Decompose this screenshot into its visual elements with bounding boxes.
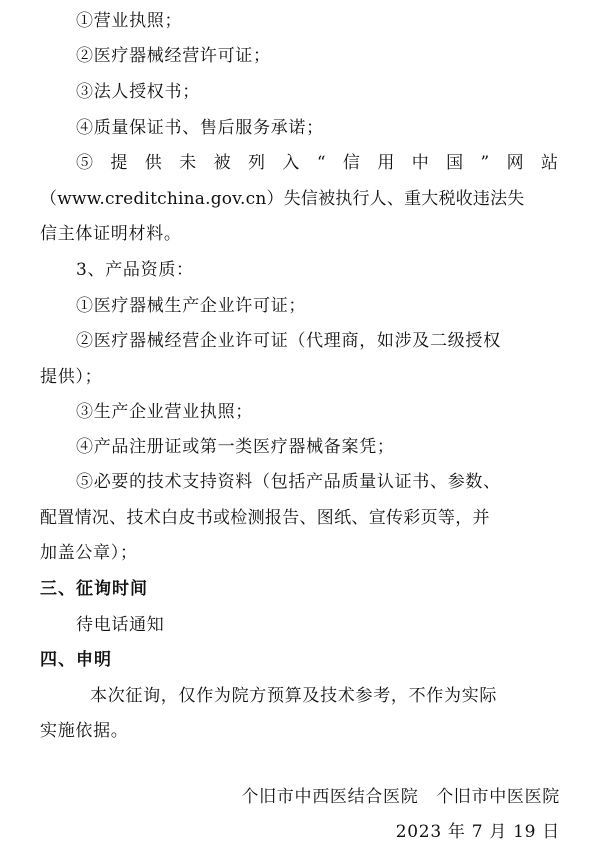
item-business-license: ①营业执照；	[76, 11, 183, 31]
subsection-product-qualification: 3、产品资质：	[76, 260, 194, 280]
section-heading-statement: 四、申明	[40, 650, 112, 670]
section-heading-inquiry-time: 三、征询时间	[40, 579, 148, 599]
item-operation-license-line1: ②医疗器械经营企业许可证（代理商，如涉及二级授权	[76, 331, 501, 351]
item-authorization-letter: ③法人授权书；	[76, 82, 200, 102]
signature-hospitals: 个旧市中西医结合医院 个旧市中医医院	[241, 787, 560, 807]
item-operation-license-line2: 提供）；	[40, 367, 103, 387]
item-technical-materials-line1: ⑤必要的技术支持资料（包括产品质量认证书、参数、	[76, 472, 501, 492]
statement-text-line1: 本次征询，仅作为院方预算及技术参考，不作为实际	[90, 686, 498, 706]
item-quality-guarantee: ④质量保证书、售后服务承诺；	[76, 118, 324, 138]
inquiry-time-text: 待电话通知	[76, 615, 165, 635]
statement-text-line2: 实施依据。	[40, 721, 129, 741]
item-technical-materials-line2: 配置情况、技术白皮书或检测报告、图纸、宣传彩页等，并	[40, 508, 490, 528]
item-registration-certificate: ④产品注册证或第一类医疗器械备案凭；	[76, 437, 395, 457]
item-production-license: ①医疗器械生产企业许可证；	[76, 296, 307, 316]
item-credit-china-line2: （www.creditchina.gov.cn）失信被执行人、重大税收违法失	[40, 189, 525, 209]
item-production-business-license: ③生产企业营业执照；	[76, 402, 253, 422]
item-technical-materials-line3: 加盖公章）；	[40, 543, 138, 563]
document-date: 2023 年 7 月 19 日	[395, 822, 560, 842]
item-device-operation-license: ②医疗器械经营许可证；	[76, 46, 271, 66]
item-credit-china-line3: 信主体证明材料。	[40, 224, 182, 244]
item-credit-china-line1: ⑤ 提 供 未 被 列 入 “ 信 用 中 国 ” 网 站	[76, 153, 565, 173]
